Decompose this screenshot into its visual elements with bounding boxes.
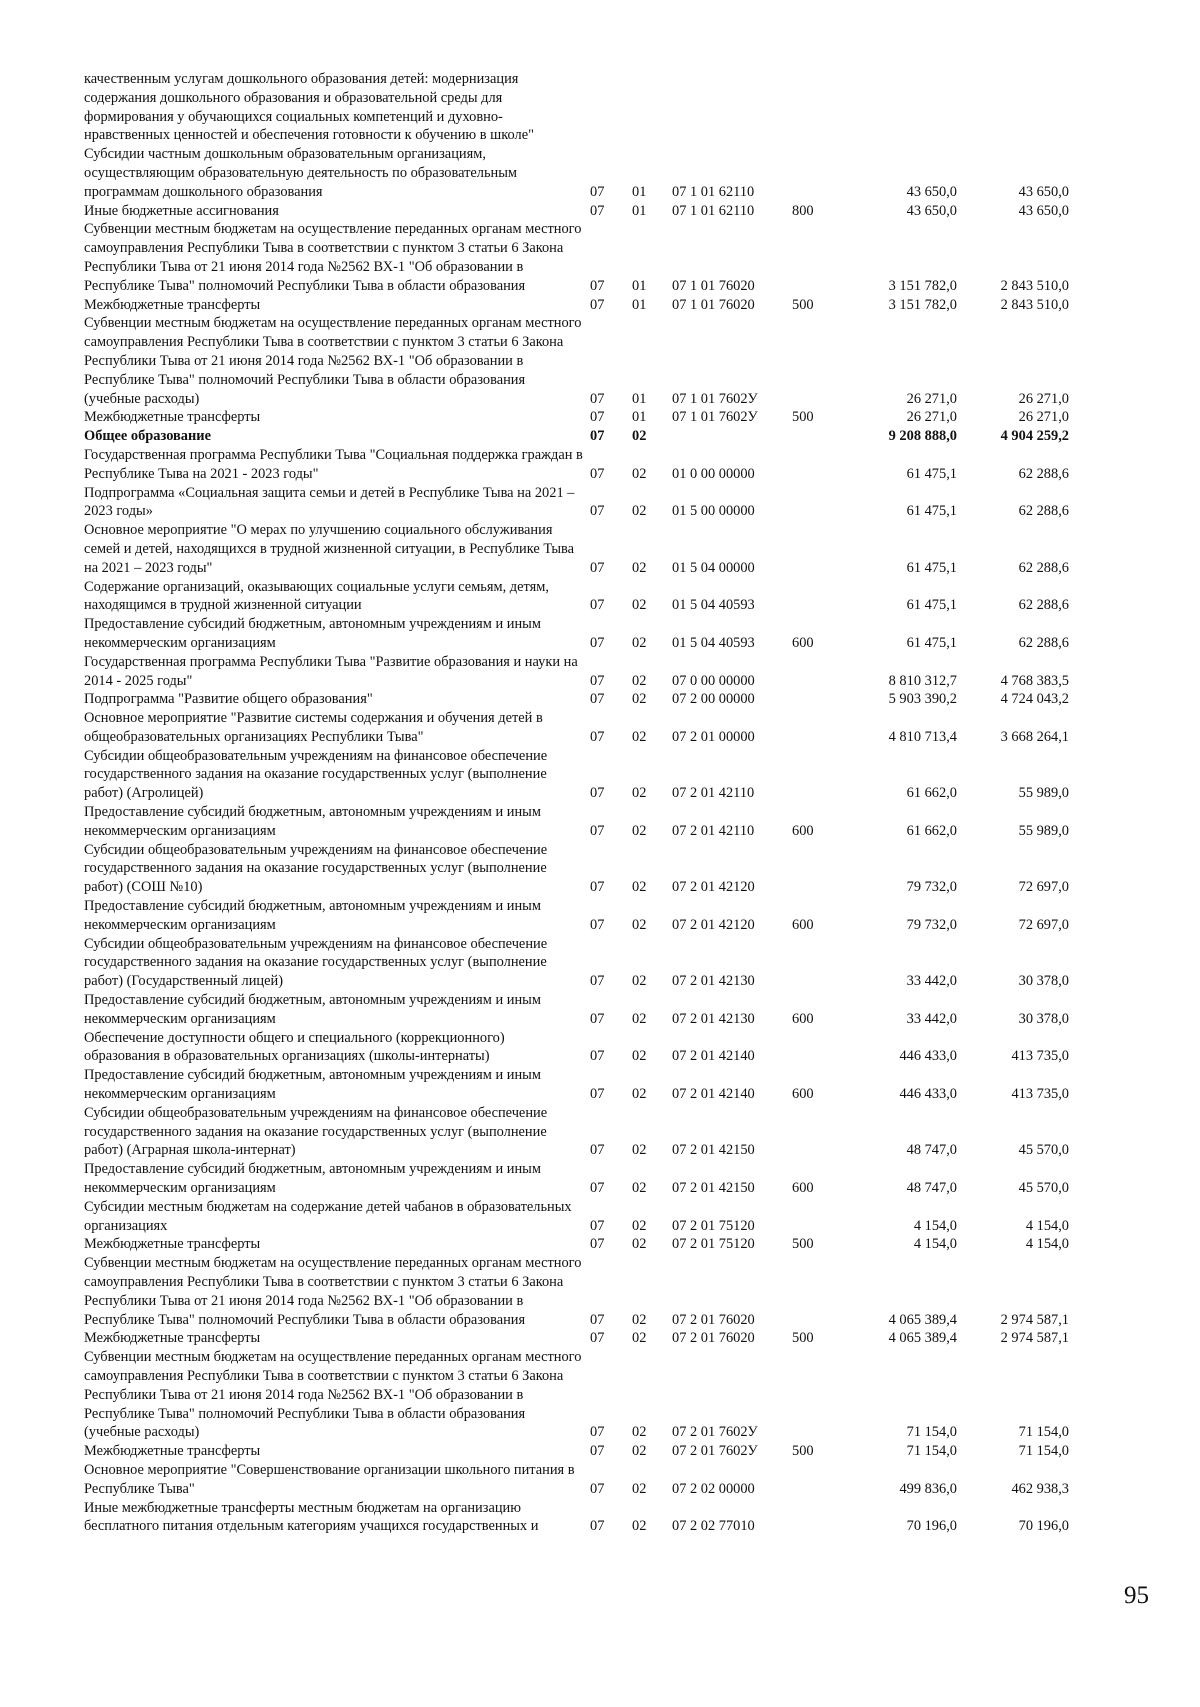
section-code: 07 <box>590 1142 605 1159</box>
budget-table <box>84 70 1069 1536</box>
amount-first-year: 33 442,0 <box>906 1010 957 1027</box>
amount-first-year: 48 747,0 <box>906 1142 957 1159</box>
subsection-code: 02 <box>632 634 647 651</box>
subsection-code: 02 <box>632 428 647 445</box>
expense-type-code <box>792 841 842 897</box>
section-code: 07 <box>590 1311 605 1328</box>
amount-first-year: 61 475,1 <box>906 465 957 482</box>
section-code: 07 <box>590 390 605 407</box>
amount-first-year: 33 442,0 <box>906 973 957 990</box>
line-item-name: качественным услугам дошкольного образования детей: модернизация содержания дошкольного образования и образовательной среды для формирования у обучающихся социальных компетенций и духовно-нравственных ценностей и обеспечения готовности к обучению в школе" <box>84 71 534 144</box>
amount-second-year: 62 288,6 <box>1018 634 1069 651</box>
line-item-name: Субсидии общеобразовательным учреждениям на финансовое обеспечение государственного задания на оказание государственных услуг (выполнение работ) (Государственный лицей) <box>84 935 548 990</box>
section-code: 07 <box>590 1010 605 1027</box>
subsection-code: 02 <box>632 1443 647 1460</box>
amount-second-year: 70 196,0 <box>1018 1518 1069 1535</box>
table-row <box>84 1029 1069 1067</box>
section-code: 07 <box>590 916 605 933</box>
line-item-name: Общее образование <box>84 428 211 445</box>
expense-type-code <box>792 935 842 991</box>
target-article-code: 07 2 01 42150 <box>672 1142 755 1159</box>
line-item-name: Предоставление субсидий бюджетным, автономным учреждениям и иным некоммерческим организациям <box>84 898 541 933</box>
subsection-code: 02 <box>632 916 647 933</box>
target-article-code: 07 2 02 77010 <box>672 1518 755 1535</box>
table-row <box>84 897 1069 935</box>
expense-type-code <box>792 521 842 577</box>
section-code: 07 <box>590 183 605 200</box>
line-item-name: Предоставление субсидий бюджетным, автономным учреждениям и иным некоммерческим организациям <box>84 1161 541 1197</box>
target-article-code: 01 5 04 40593 <box>672 597 755 614</box>
amount-first-year: 4 065 389,4 <box>888 1311 957 1328</box>
table-row <box>84 1160 1069 1198</box>
target-article-code <box>672 70 792 145</box>
subsection-code: 02 <box>632 1142 647 1159</box>
subsection-code: 02 <box>632 1048 647 1065</box>
subsection-code: 01 <box>632 183 647 200</box>
section-code <box>584 70 626 145</box>
line-item-name: Субвенции местным бюджетам на осуществление переданных органам местного самоуправления Республики Тыва в соответствии с пунктом 3 статьи 6 Закона Республики Тыва от 21 июня 2014 года №2562 ВХ-1 "Об образовании в Республике Тыва" полномочий Республики Тыва в области образования <box>84 221 582 294</box>
subsection-code: 02 <box>632 465 647 482</box>
line-item-name: Предоставление субсидий бюджетным, автономным учреждениям и иным некоммерческим организациям <box>84 616 541 651</box>
table-row <box>84 1198 1069 1236</box>
subsection-code: 02 <box>632 1086 647 1103</box>
table-row <box>84 70 1069 145</box>
subsection-code: 02 <box>632 728 647 745</box>
table-row <box>84 747 1069 803</box>
line-item-name: Субсидии местным бюджетам на содержание детей чабанов в образовательных организациях <box>84 1198 572 1234</box>
amount-second-year: 62 288,6 <box>1018 559 1069 576</box>
amount-first-year: 48 747,0 <box>906 1180 957 1197</box>
expense-type-code <box>792 578 842 616</box>
amount-second-year: 62 288,6 <box>1018 597 1069 614</box>
table-row <box>84 484 1069 522</box>
line-item-name: Межбюджетные трансферты <box>84 1236 261 1253</box>
section-code: 07 <box>590 1180 605 1197</box>
section-code: 07 <box>590 277 605 294</box>
subsection-code: 02 <box>632 559 647 576</box>
line-item-name: Межбюджетные трансферты <box>84 409 261 426</box>
subsection-code: 01 <box>632 296 647 313</box>
target-article-code: 07 2 01 75120 <box>672 1217 755 1234</box>
page-number: 95 <box>1124 1582 1149 1609</box>
target-article-code: 07 2 01 75120 <box>672 1236 755 1253</box>
line-item-name: Иные межбюджетные трансферты местным бюджетам на организацию бесплатного питания отдельным категориям учащихся государственных и <box>84 1499 539 1535</box>
line-item-name: Субвенции местным бюджетам на осуществление переданных органам местного самоуправления Республики Тыва в соответствии с пунктом 3 статьи 6 Закона Республики Тыва от 21 июня 2014 года №2562 ВХ-1 "Об образовании в Республике Тыва" полномочий Республики Тыва в области образования (учебные расходы) <box>84 315 582 407</box>
section-code: 07 <box>590 634 605 651</box>
amount-first-year: 43 650,0 <box>906 183 957 200</box>
expense-type-code: 600 <box>792 634 814 651</box>
subsection-code: 02 <box>632 1424 647 1441</box>
amount-first-year: 499 836,0 <box>899 1480 957 1497</box>
amount-second-year: 71 154,0 <box>1018 1424 1069 1441</box>
amount-second-year: 4 904 259,2 <box>1000 428 1069 445</box>
expense-type-code <box>792 145 842 201</box>
target-article-code: 01 5 04 40593 <box>672 634 755 651</box>
table-row <box>84 578 1069 616</box>
amount-second-year <box>957 70 1069 145</box>
subsection-code: 02 <box>632 1330 647 1347</box>
subsection-code: 02 <box>632 1217 647 1234</box>
target-article-code: 07 1 01 76020 <box>672 277 755 294</box>
section-code: 07 <box>590 1330 605 1347</box>
expense-type-code <box>792 653 842 691</box>
amount-first-year: 3 151 782,0 <box>888 277 957 294</box>
section-code: 07 <box>590 597 605 614</box>
section-code: 07 <box>590 559 605 576</box>
table-row <box>84 1442 1069 1461</box>
amount-first-year: 71 154,0 <box>906 1424 957 1441</box>
table-row <box>84 427 1069 446</box>
section-code: 07 <box>590 296 605 313</box>
target-article-code: 07 1 01 7602У <box>672 390 758 407</box>
expense-type-code <box>792 446 842 484</box>
subsection-code: 02 <box>632 597 647 614</box>
subsection-code: 02 <box>632 1480 647 1497</box>
section-code: 07 <box>590 465 605 482</box>
expense-type-code <box>792 1029 842 1067</box>
expense-type-code: 500 <box>792 409 814 426</box>
table-row <box>84 1254 1069 1329</box>
amount-first-year: 70 196,0 <box>906 1518 957 1535</box>
amount-second-year: 26 271,0 <box>1018 409 1069 426</box>
line-item-name: Содержание организаций, оказывающих социальные услуги семьям, детям, находящимся в трудной жизненной ситуации <box>84 578 549 614</box>
table-row <box>84 220 1069 295</box>
target-article-code: 07 2 01 42130 <box>672 973 755 990</box>
subsection-code: 02 <box>632 1518 647 1535</box>
section-code: 07 <box>590 1518 605 1535</box>
target-article-code: 07 2 01 00000 <box>672 728 755 745</box>
table-row <box>84 615 1069 653</box>
target-article-code: 07 2 01 42110 <box>672 822 755 839</box>
target-article-code: 07 2 01 42120 <box>672 916 755 933</box>
budget-rows <box>84 70 1069 1536</box>
amount-second-year: 4 768 383,5 <box>1000 672 1069 689</box>
section-code: 07 <box>590 728 605 745</box>
section-code: 07 <box>590 1236 605 1253</box>
amount-second-year: 30 378,0 <box>1018 973 1069 990</box>
target-article-code: 07 2 01 42120 <box>672 879 755 896</box>
expense-type-code: 600 <box>792 822 814 839</box>
table-row <box>84 1499 1069 1537</box>
table-row <box>84 1066 1069 1104</box>
amount-first-year: 4 154,0 <box>913 1217 957 1234</box>
amount-second-year: 72 697,0 <box>1018 879 1069 896</box>
amount-second-year: 55 989,0 <box>1018 822 1069 839</box>
target-article-code: 07 2 01 7602У <box>672 1424 758 1441</box>
amount-first-year: 61 662,0 <box>906 785 957 802</box>
subsection-code: 02 <box>632 691 647 708</box>
target-article-code: 07 2 01 76020 <box>672 1330 755 1347</box>
amount-second-year: 413 735,0 <box>1011 1086 1069 1103</box>
amount-first-year: 4 154,0 <box>913 1236 957 1253</box>
table-row <box>84 1329 1069 1348</box>
section-code: 07 <box>590 1086 605 1103</box>
expense-type-code: 500 <box>792 1236 814 1253</box>
amount-first-year: 8 810 312,7 <box>888 672 957 689</box>
table-row <box>84 521 1069 577</box>
expense-type-code <box>792 747 842 803</box>
amount-first-year: 79 732,0 <box>906 916 957 933</box>
subsection-code: 02 <box>632 785 647 802</box>
table-row <box>84 803 1069 841</box>
target-article-code: 07 2 01 42140 <box>672 1048 755 1065</box>
expense-type-code: 500 <box>792 296 814 313</box>
table-row <box>84 145 1069 201</box>
target-article-code: 07 1 01 76020 <box>672 296 755 313</box>
expense-type-code <box>792 427 842 446</box>
line-item-name: Субсидии общеобразовательным учреждениям на финансовое обеспечение государственного задания на оказание государственных услуг (выполнение работ) (Агролицей) <box>84 747 548 802</box>
target-article-code: 07 2 01 42130 <box>672 1010 755 1027</box>
amount-first-year: 61 475,1 <box>906 559 957 576</box>
amount-second-year: 4 154,0 <box>1025 1217 1069 1234</box>
line-item-name: Субсидии частным дошкольным образовательным организациям, осуществляющим образовательную деятельность по образовательным программам дошкольного образования <box>84 146 518 200</box>
line-item-name: Основное мероприятие "Совершенствование организации школьного питания в Республике Тыва" <box>84 1461 575 1497</box>
target-article-code: 07 2 01 76020 <box>672 1311 755 1328</box>
expense-type-code: 600 <box>792 916 814 933</box>
line-item-name: Иные бюджетные ассигнования <box>84 202 279 219</box>
target-article-code: 07 2 01 42110 <box>672 785 755 802</box>
target-article-code: 07 1 01 62110 <box>672 202 755 219</box>
section-code: 07 <box>590 973 605 990</box>
target-article-code: 07 2 01 42140 <box>672 1086 755 1103</box>
line-item-name: Субвенции местным бюджетам на осуществление переданных органам местного самоуправления Республики Тыва в соответствии с пунктом 3 статьи 6 Закона Республики Тыва от 21 июня 2014 года №2562 ВХ-1 "Об образовании в Республике Тыва" полномочий Республики Тыва в области образования (учебные расходы) <box>84 1349 582 1441</box>
subsection-code: 01 <box>632 277 647 294</box>
amount-first-year: 26 271,0 <box>906 409 957 426</box>
amount-second-year: 3 668 264,1 <box>1000 728 1069 745</box>
amount-first-year: 3 151 782,0 <box>888 296 957 313</box>
target-article-code: 07 2 01 42150 <box>672 1180 755 1197</box>
expense-type-code <box>792 314 842 408</box>
section-code: 07 <box>590 409 605 426</box>
amount-second-year: 462 938,3 <box>1011 1480 1069 1497</box>
amount-second-year: 43 650,0 <box>1018 202 1069 219</box>
line-item-name: Предоставление субсидий бюджетным, автономным учреждениям и иным некоммерческим организациям <box>84 804 541 839</box>
amount-first-year: 26 271,0 <box>906 390 957 407</box>
amount-first-year <box>842 70 957 145</box>
subsection-code: 01 <box>632 409 647 426</box>
subsection-code <box>626 70 672 145</box>
amount-second-year: 2 843 510,0 <box>1000 277 1069 294</box>
line-item-name: Основное мероприятие "Развитие системы содержания и обучения детей в общеобразовательных организациях Республики Тыва" <box>84 710 543 745</box>
line-item-name: Предоставление субсидий бюджетным, автономным учреждениям и иным некоммерческим организациям <box>84 1067 541 1103</box>
line-item-name: Субвенции местным бюджетам на осуществление переданных органам местного самоуправления Республики Тыва в соответствии с пунктом 3 статьи 6 Закона Республики Тыва от 21 июня 2014 года №2562 ВХ-1 "Об образовании в Республике Тыва" полномочий Республики Тыва в области образования <box>84 1255 582 1328</box>
line-item-name: Субсидии общеобразовательным учреждениям на финансовое обеспечение государственного задания на оказание государственных услуг (выполнение работ) (Аграрная школа-интернат) <box>84 1104 548 1159</box>
line-item-name: Государственная программа Республики Тыва "Социальная поддержка граждан в Республике Тыва на 2021 - 2023 годы" <box>84 446 583 482</box>
table-row <box>84 690 1069 709</box>
line-item-name: Государственная программа Республики Тыва "Развитие образования и науки на 2014 - 2025 годы" <box>84 653 578 689</box>
subsection-code: 02 <box>632 973 647 990</box>
subsection-code: 02 <box>632 672 647 689</box>
section-code: 07 <box>590 1048 605 1065</box>
subsection-code: 02 <box>632 1311 647 1328</box>
target-article-code: 07 1 01 62110 <box>672 183 755 200</box>
target-article-code: 01 5 04 00000 <box>672 559 755 576</box>
table-row <box>84 841 1069 897</box>
table-row <box>84 1235 1069 1254</box>
amount-first-year: 43 650,0 <box>906 202 957 219</box>
amount-first-year: 79 732,0 <box>906 879 957 896</box>
section-code: 07 <box>590 1424 605 1441</box>
table-row <box>84 653 1069 691</box>
section-code: 07 <box>590 785 605 802</box>
expense-type-code: 600 <box>792 1086 814 1103</box>
amount-first-year: 61 475,1 <box>906 503 957 520</box>
amount-first-year: 9 208 888,0 <box>888 428 957 445</box>
expense-type-code <box>792 70 842 145</box>
expense-type-code <box>792 1198 842 1236</box>
amount-first-year: 61 475,1 <box>906 597 957 614</box>
target-article-code: 07 2 01 7602У <box>672 1443 758 1460</box>
expense-type-code <box>792 1254 842 1329</box>
section-code: 07 <box>590 822 605 839</box>
subsection-code: 02 <box>632 1180 647 1197</box>
amount-second-year: 71 154,0 <box>1018 1443 1069 1460</box>
subsection-code: 02 <box>632 879 647 896</box>
amount-second-year: 55 989,0 <box>1018 785 1069 802</box>
expense-type-code <box>792 1461 842 1499</box>
expense-type-code <box>792 690 842 709</box>
table-row <box>84 1104 1069 1160</box>
target-article-code: 07 1 01 7602У <box>672 409 758 426</box>
expense-type-code: 800 <box>792 202 814 219</box>
subsection-code: 01 <box>632 390 647 407</box>
target-article-code: 07 2 02 00000 <box>672 1480 755 1497</box>
expense-type-code <box>792 1499 842 1537</box>
amount-second-year: 45 570,0 <box>1018 1142 1069 1159</box>
target-article-code <box>672 427 792 446</box>
line-item-name: Подпрограмма «Социальная защита семьи и детей в Республике Тыва на 2021 – 2023 годы» <box>84 484 575 520</box>
target-article-code: 07 2 00 00000 <box>672 691 755 708</box>
line-item-name: Межбюджетные трансферты <box>84 1330 261 1347</box>
section-code: 07 <box>590 1443 605 1460</box>
line-item-name: Основное мероприятие "О мерах по улучшению социального обслуживания семей и детей, находящихся в трудной жизненной ситуации, в Республике Тыва на 2021 – 2023 годы" <box>84 522 575 576</box>
table-row <box>84 991 1069 1029</box>
section-code: 07 <box>590 691 605 708</box>
line-item-name: Субсидии общеобразовательным учреждениям на финансовое обеспечение государственного задания на оказание государственных услуг (выполнение работ) (СОШ №10) <box>84 841 548 896</box>
amount-first-year: 5 903 390,2 <box>888 691 957 708</box>
table-row <box>84 202 1069 221</box>
line-item-name: Подпрограмма "Развитие общего образования" <box>84 691 373 708</box>
section-code: 07 <box>590 428 605 445</box>
expense-type-code: 600 <box>792 1180 814 1197</box>
section-code: 07 <box>590 503 605 520</box>
line-item-name: Предоставление субсидий бюджетным, автономным учреждениям и иным некоммерческим организациям <box>84 992 541 1027</box>
amount-second-year: 2 843 510,0 <box>1000 296 1069 313</box>
table-row <box>84 1348 1069 1442</box>
amount-second-year: 413 735,0 <box>1011 1048 1069 1065</box>
amount-first-year: 4 810 713,4 <box>888 728 957 745</box>
section-code: 07 <box>590 1480 605 1497</box>
section-code: 07 <box>590 879 605 896</box>
section-code: 07 <box>590 202 605 219</box>
target-article-code: 01 5 00 00000 <box>672 503 755 520</box>
expense-type-code: 600 <box>792 1010 814 1027</box>
expense-type-code <box>792 1348 842 1442</box>
amount-second-year: 4 154,0 <box>1025 1236 1069 1253</box>
amount-second-year: 43 650,0 <box>1018 183 1069 200</box>
table-row <box>84 408 1069 427</box>
table-row <box>84 446 1069 484</box>
amount-first-year: 4 065 389,4 <box>888 1330 957 1347</box>
subsection-code: 01 <box>632 202 647 219</box>
amount-second-year: 62 288,6 <box>1018 465 1069 482</box>
subsection-code: 02 <box>632 1010 647 1027</box>
amount-first-year: 446 433,0 <box>899 1086 957 1103</box>
expense-type-code: 500 <box>792 1443 814 1460</box>
amount-second-year: 62 288,6 <box>1018 503 1069 520</box>
amount-second-year: 4 724 043,2 <box>1000 691 1069 708</box>
section-code: 07 <box>590 1217 605 1234</box>
line-item-name: Обеспечение доступности общего и специального (коррекционного) образования в образовательных организациях (школы-интернаты) <box>84 1029 505 1065</box>
subsection-code: 02 <box>632 1236 647 1253</box>
table-row <box>84 1461 1069 1499</box>
line-item-name: Межбюджетные трансферты <box>84 296 261 313</box>
amount-first-year: 446 433,0 <box>899 1048 957 1065</box>
section-code: 07 <box>590 672 605 689</box>
amount-second-year: 2 974 587,1 <box>1000 1330 1069 1347</box>
target-article-code: 07 0 00 00000 <box>672 672 755 689</box>
target-article-code: 01 0 00 00000 <box>672 465 755 482</box>
subsection-code: 02 <box>632 503 647 520</box>
amount-first-year: 71 154,0 <box>906 1443 957 1460</box>
expense-type-code <box>792 484 842 522</box>
amount-second-year: 72 697,0 <box>1018 916 1069 933</box>
table-row <box>84 935 1069 991</box>
amount-second-year: 30 378,0 <box>1018 1010 1069 1027</box>
amount-first-year: 61 662,0 <box>906 822 957 839</box>
line-item-name: Межбюджетные трансферты <box>84 1443 261 1460</box>
amount-second-year: 45 570,0 <box>1018 1180 1069 1197</box>
amount-second-year: 2 974 587,1 <box>1000 1311 1069 1328</box>
amount-first-year: 61 475,1 <box>906 634 957 651</box>
table-row <box>84 296 1069 315</box>
expense-type-code <box>792 220 842 295</box>
expense-type-code <box>792 1104 842 1160</box>
expense-type-code <box>792 709 842 747</box>
subsection-code: 02 <box>632 822 647 839</box>
table-row <box>84 314 1069 408</box>
table-row <box>84 709 1069 747</box>
expense-type-code: 500 <box>792 1330 814 1347</box>
amount-second-year: 26 271,0 <box>1018 390 1069 407</box>
